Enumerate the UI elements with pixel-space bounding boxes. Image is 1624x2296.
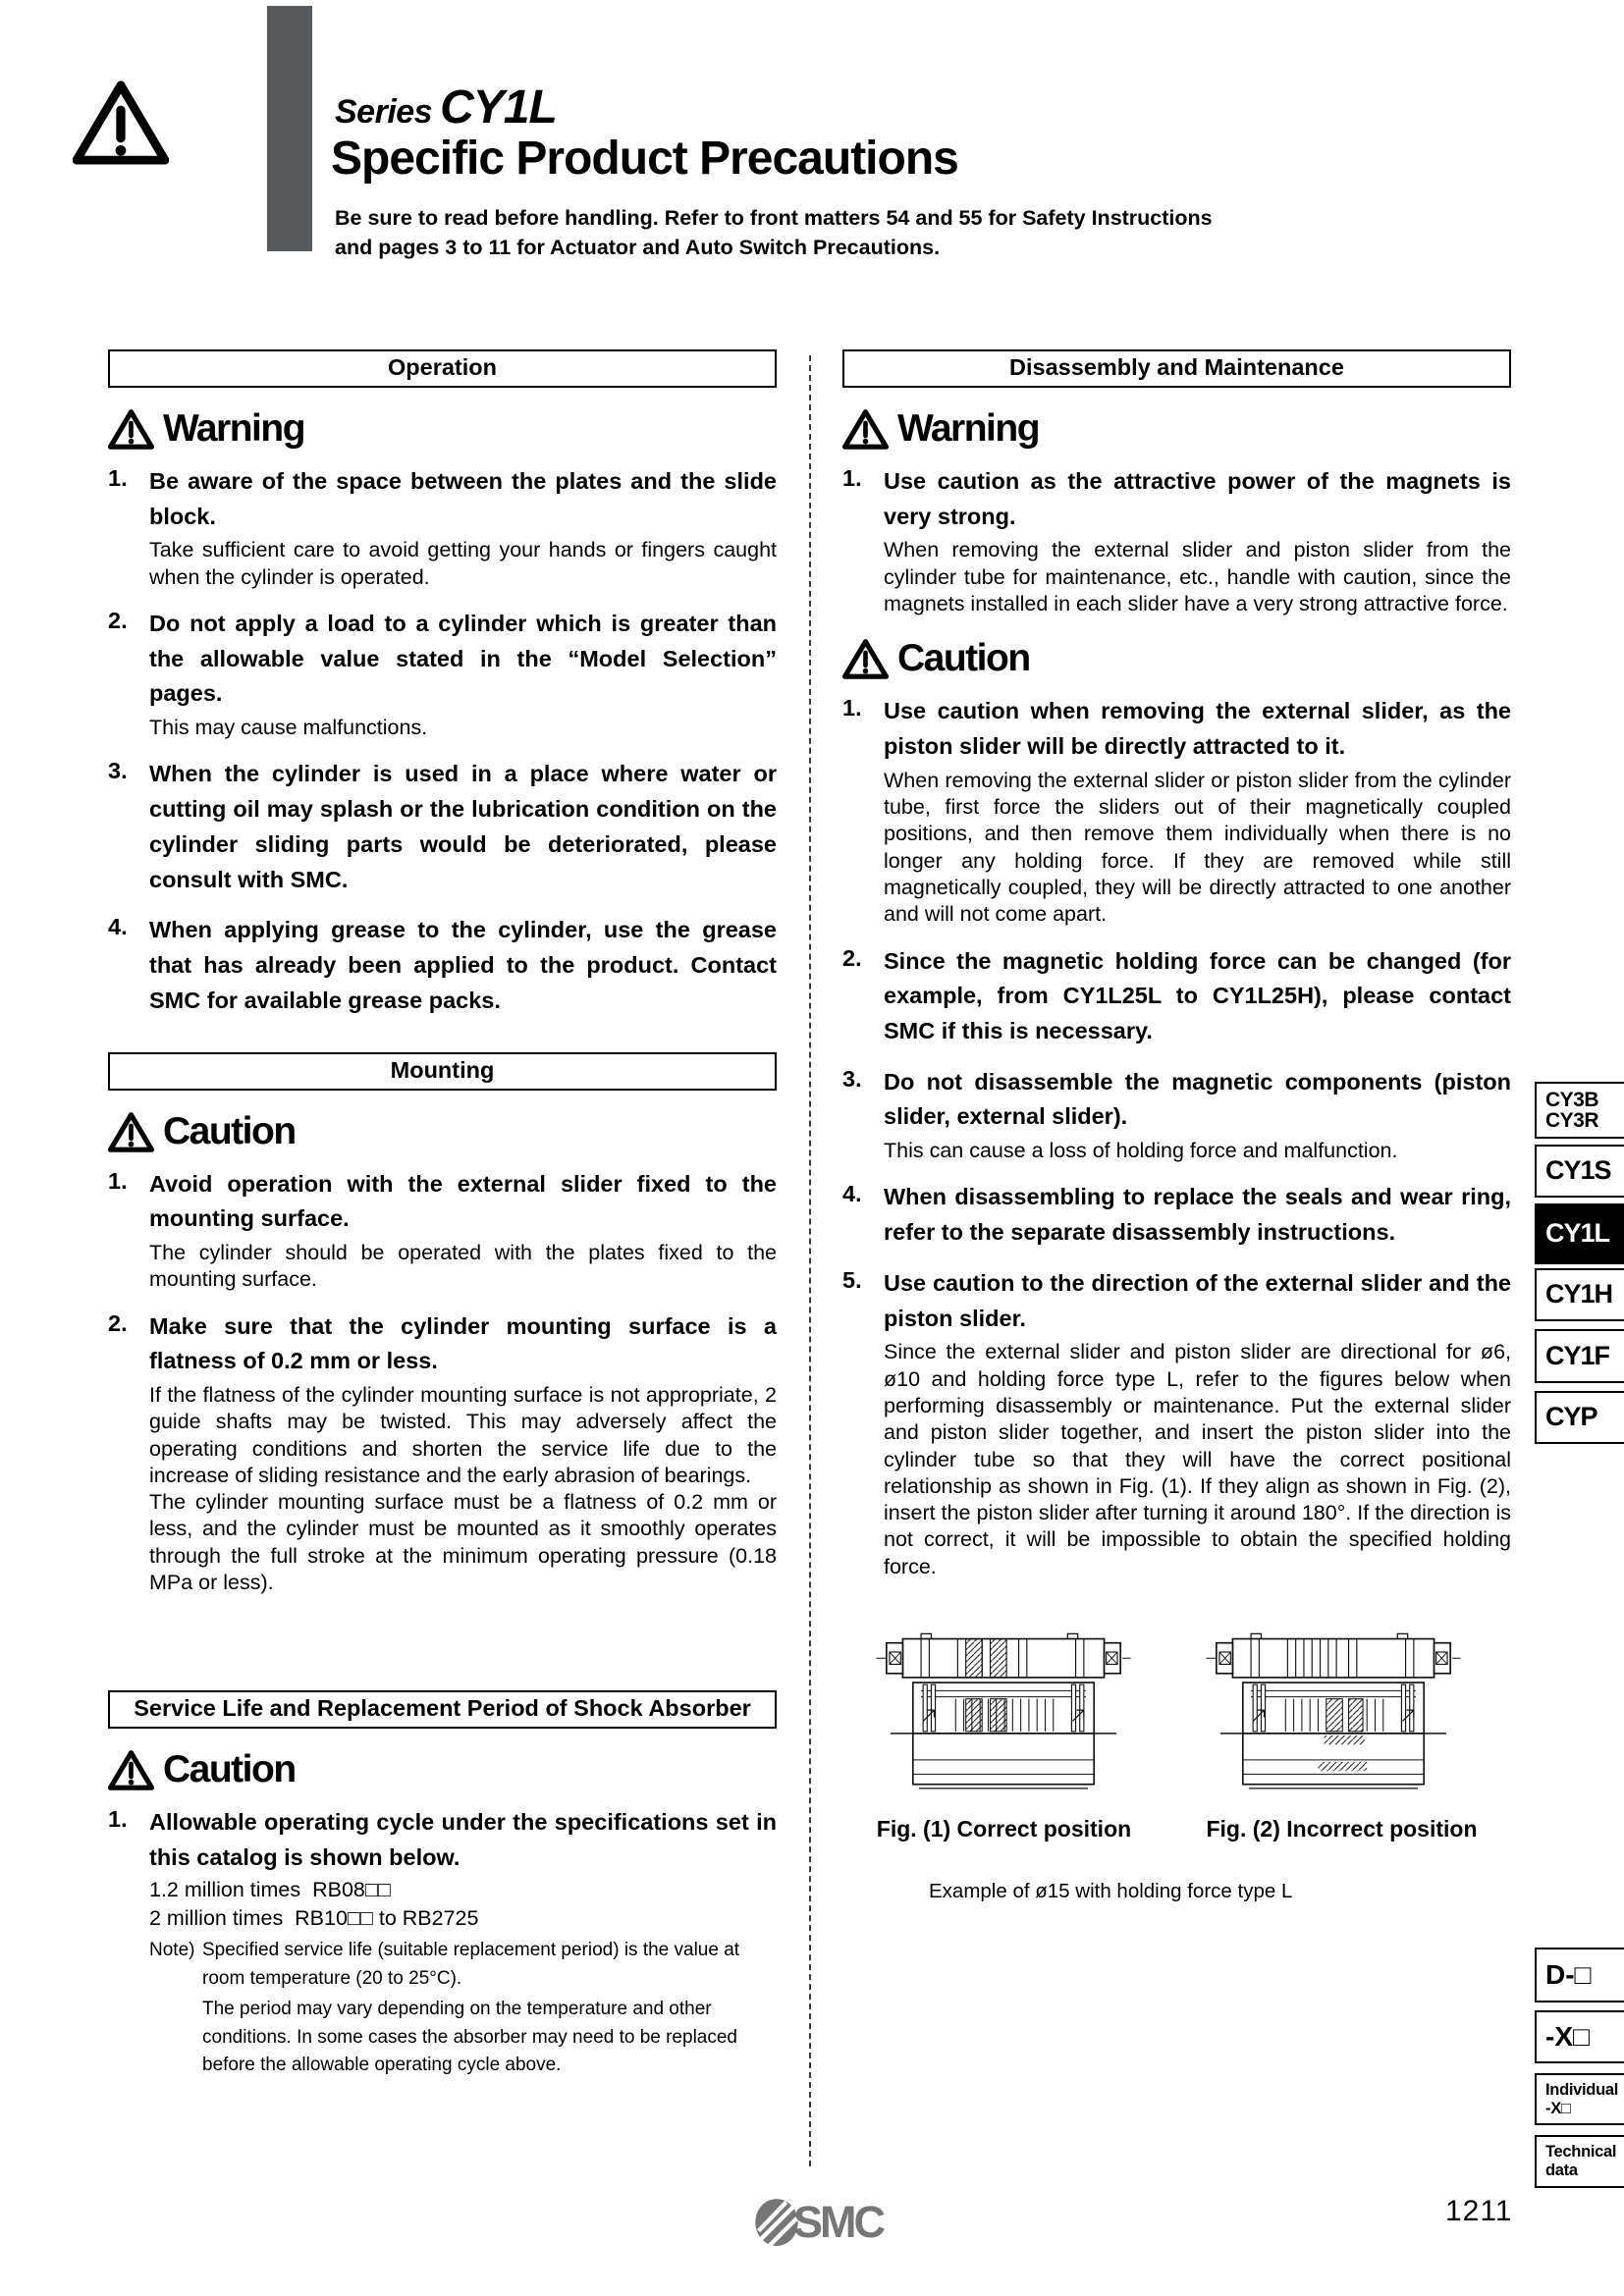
page-number: 1211 xyxy=(1445,2195,1513,2227)
page-subtitle-line2: and pages 3 to 11 for Actuator and Auto Switch Precautions. xyxy=(335,235,941,259)
item-body: This may cause malfunctions. xyxy=(149,716,428,740)
tab-label: CY1S xyxy=(1545,1155,1611,1186)
caution-label: Caution xyxy=(897,637,1030,680)
tab-label: -X□ xyxy=(1545,2099,1571,2117)
item-number: 2. xyxy=(108,1309,128,1336)
section-header-mounting: Mounting xyxy=(108,1052,777,1091)
precaution-item xyxy=(108,607,777,741)
item-heading: When applying grease to the cylinder, use the grease that has already been applied to the product. Contact SMC for available grease packs. xyxy=(149,917,777,1013)
item-body: When removing the external slider or piston slider from the cylinder tube, first force the sliders out of their magnetically coupled positions, and then remove them individually when there is no longer any holding force. If they are removed while still magnetically coupled, they will be directly attracted to one another and will not come apart. xyxy=(884,768,1511,927)
item-number: 1. xyxy=(108,1167,128,1194)
note-label: Note) xyxy=(149,1940,195,1961)
sidebar-tab-individual-x xyxy=(1535,2073,1624,2125)
caution-label: Caution xyxy=(163,1109,296,1152)
sidebar-tab-cy1l-active xyxy=(1535,1203,1624,1264)
fig1-caption: Fig. (1) Correct position xyxy=(876,1815,1132,1842)
item-heading: Do not apply a load to a cylinder which is greater than the allowable value stated in the “Model Selection” pages. xyxy=(149,611,777,707)
item-heading: Use caution when removing the external slider, as the piston slider will be directly attracted to it. xyxy=(884,698,1511,760)
sidebar-tab-cy1h xyxy=(1535,1268,1624,1321)
item-body: Since the external slider and piston slider are directional for ø6, ø10 and holding force type L, refer to the figures below when performing disassembly or maintenance. Put the external slider and piston slider together, and insert the piston slider into the cylinder tube so that they will have the correct positional relationship as shown in Fig. (1). If they align as shown in Fig. (2), insert the piston slider after turning it around 180°. If the direction is not correct, it will be impossible to obtain the specified holding force. xyxy=(884,1340,1511,1578)
sidebar-tab-cy3b-cy3r xyxy=(1535,1082,1624,1139)
item-number: 4. xyxy=(842,1181,862,1207)
item-number: 1. xyxy=(842,465,862,491)
fig2-caption: Fig. (2) Incorrect position xyxy=(1206,1815,1478,1842)
note-text: Specified service life (suitable replacement period) is the value at room temperature (20 to 25°C). xyxy=(202,1940,740,1989)
tab-label: D-□ xyxy=(1545,1958,1592,1990)
item-heading: Since the magnetic holding force can be changed (for example, from CY1L25L to CY1L25H), please contact SMC if this is necessary. xyxy=(884,947,1511,1043)
sidebar-tab-cy1f xyxy=(1535,1329,1624,1383)
section-header-service-life: Service Life and Replacement Period of Shock Absorber xyxy=(108,1690,777,1729)
tab-label: data xyxy=(1545,2162,1578,2179)
warning-triangle-icon xyxy=(108,1111,154,1152)
tab-label: CY1F xyxy=(1545,1340,1610,1370)
sidebar-tab-cy1s xyxy=(1535,1145,1624,1198)
item-body: The cylinder mounting surface must be a flatness of 0.2 mm or less, and the cylinder must be mounted as it smoothly operates through the full stroke at the minimum operating pressure (0.18 MPa or less). xyxy=(149,1490,777,1595)
figure-2 xyxy=(1206,1624,1477,1842)
item-number: 4. xyxy=(108,914,128,940)
precaution-item xyxy=(108,1805,777,2080)
warning-heading xyxy=(108,407,777,451)
figure-1 xyxy=(876,1624,1131,1842)
series-title xyxy=(335,80,557,134)
header-accent-bar xyxy=(267,6,312,251)
spec-line: 1.2 million times RB08□□ xyxy=(149,1877,391,1901)
caution-heading xyxy=(108,1748,777,1791)
item-heading: When the cylinder is used in a place where water or cutting oil may splash or the lubrication condition on the cylinder sliding parts would be deteriorated, please consult with SMC. xyxy=(149,761,777,892)
tab-label: CY3R xyxy=(1545,1109,1599,1132)
tab-label: CY3B xyxy=(1545,1088,1599,1111)
item-number: 2. xyxy=(842,944,862,971)
precaution-item xyxy=(108,464,777,591)
warning-label: Warning xyxy=(163,407,305,450)
item-number: 3. xyxy=(842,1065,862,1092)
item-heading: Be aware of the space between the plates and the slide block. xyxy=(149,468,777,529)
caution-label: Caution xyxy=(163,1748,296,1791)
precaution-item xyxy=(108,1309,777,1597)
page-subtitle-line1: Be sure to read before handling. Refer to front matters 54 and 55 for Safety Instructions xyxy=(335,206,1213,230)
item-heading: When disassembling to replace the seals and wear ring, refer to the separate disassembly instructions. xyxy=(884,1184,1511,1246)
tab-label: CYP xyxy=(1545,1402,1597,1432)
warning-triangle-icon xyxy=(73,79,169,165)
note-text: The period may vary depending on the temperature and other conditions. In some cases the absorber may need to be replaced before the allowable operating cycle above. xyxy=(202,1999,737,2076)
item-number: 1. xyxy=(108,465,128,491)
tab-label: Individual xyxy=(1545,2080,1619,2099)
left-column xyxy=(108,349,777,2096)
tab-label: CY1L xyxy=(1545,1218,1610,1249)
tab-label: -X□ xyxy=(1545,2020,1590,2052)
page-title: Specific Product Precautions xyxy=(331,133,958,185)
smc-logo-text: SMC xyxy=(793,2197,883,2247)
sidebar-tab-d xyxy=(1535,1948,1624,2002)
item-heading: Do not disassemble the magnetic components (piston slider, external slider). xyxy=(884,1068,1511,1130)
precaution-item xyxy=(108,757,777,897)
item-number: 3. xyxy=(108,758,128,784)
item-number: 2. xyxy=(108,608,128,634)
spec-line: 2 million times RB10□□ to RB2725 xyxy=(149,1905,479,1930)
item-heading: Avoid operation with the external slider fixed to the mounting surface. xyxy=(149,1170,777,1232)
item-heading: Use caution as the attractive power of the magnets is very strong. xyxy=(884,468,1511,529)
series-code: CY1L xyxy=(440,81,557,133)
smc-logo xyxy=(752,2197,883,2248)
caution-heading xyxy=(108,1110,777,1153)
item-body: Take sufficient care to avoid getting your hands or fingers caught when the cylinder is operated. xyxy=(149,538,777,589)
item-body: The cylinder should be operated with the plates fixed to the mounting surface. xyxy=(149,1240,777,1292)
warning-heading xyxy=(842,407,1511,451)
tab-label: Technical xyxy=(1545,2143,1617,2162)
precaution-item xyxy=(842,464,1511,617)
precaution-item xyxy=(842,1266,1511,1580)
item-number: 1. xyxy=(108,1806,128,1833)
figures-row xyxy=(842,1624,1511,1842)
warning-triangle-icon xyxy=(842,408,889,450)
item-heading: Make sure that the cylinder mounting surface is a flatness of 0.2 mm or less. xyxy=(149,1312,777,1374)
warning-label: Warning xyxy=(897,407,1040,450)
fig2-drawing xyxy=(1206,1624,1461,1792)
caution-heading xyxy=(842,637,1511,680)
item-heading: Use caution to the direction of the external slider and the piston slider. xyxy=(884,1269,1511,1331)
fig1-drawing xyxy=(876,1624,1131,1792)
item-body: When removing the external slider and piston slider from the cylinder tube for maintenance, etc., handle with caution, since the magnets installed in each slider have a very strong attractive force. xyxy=(884,538,1511,616)
warning-triangle-icon xyxy=(108,408,154,450)
item-heading: Allowable operating cycle under the specifications set in this catalog is shown below. xyxy=(149,1809,777,1871)
item-body: If the flatness of the cylinder mounting surface is not appropriate, 2 guide shafts may be twisted. This may adversely affect the operating conditions and shorten the service life due to the increase of sliding resistance and the early abrasion of bearings. xyxy=(149,1382,777,1487)
item-body: This can cause a loss of holding force and malfunction. xyxy=(884,1139,1398,1163)
sidebar-tab-x xyxy=(1535,2010,1624,2063)
precaution-item xyxy=(842,1180,1511,1250)
figure-example-note: Example of ø15 with holding force type L xyxy=(929,1879,1293,1902)
section-header-disassembly: Disassembly and Maintenance xyxy=(842,349,1511,388)
item-number: 1. xyxy=(842,695,862,721)
right-column xyxy=(842,349,1511,1903)
page-subtitle xyxy=(335,204,1213,262)
warning-triangle-icon xyxy=(108,1749,154,1790)
item-number: 5. xyxy=(842,1266,862,1293)
precaution-item xyxy=(108,1167,777,1294)
precaution-item xyxy=(842,1065,1511,1165)
sidebar-tab-cyp xyxy=(1535,1391,1624,1444)
section-header-operation: Operation xyxy=(108,349,777,388)
column-divider xyxy=(809,355,811,2166)
precaution-item xyxy=(842,694,1511,928)
note-block xyxy=(149,1937,777,2080)
tab-label: CY1H xyxy=(1545,1279,1613,1309)
precaution-item xyxy=(842,944,1511,1049)
series-prefix: Series xyxy=(335,93,433,131)
warning-triangle-icon xyxy=(842,638,889,679)
precaution-item xyxy=(108,913,777,1018)
sidebar-tab-technical-data xyxy=(1535,2135,1624,2188)
